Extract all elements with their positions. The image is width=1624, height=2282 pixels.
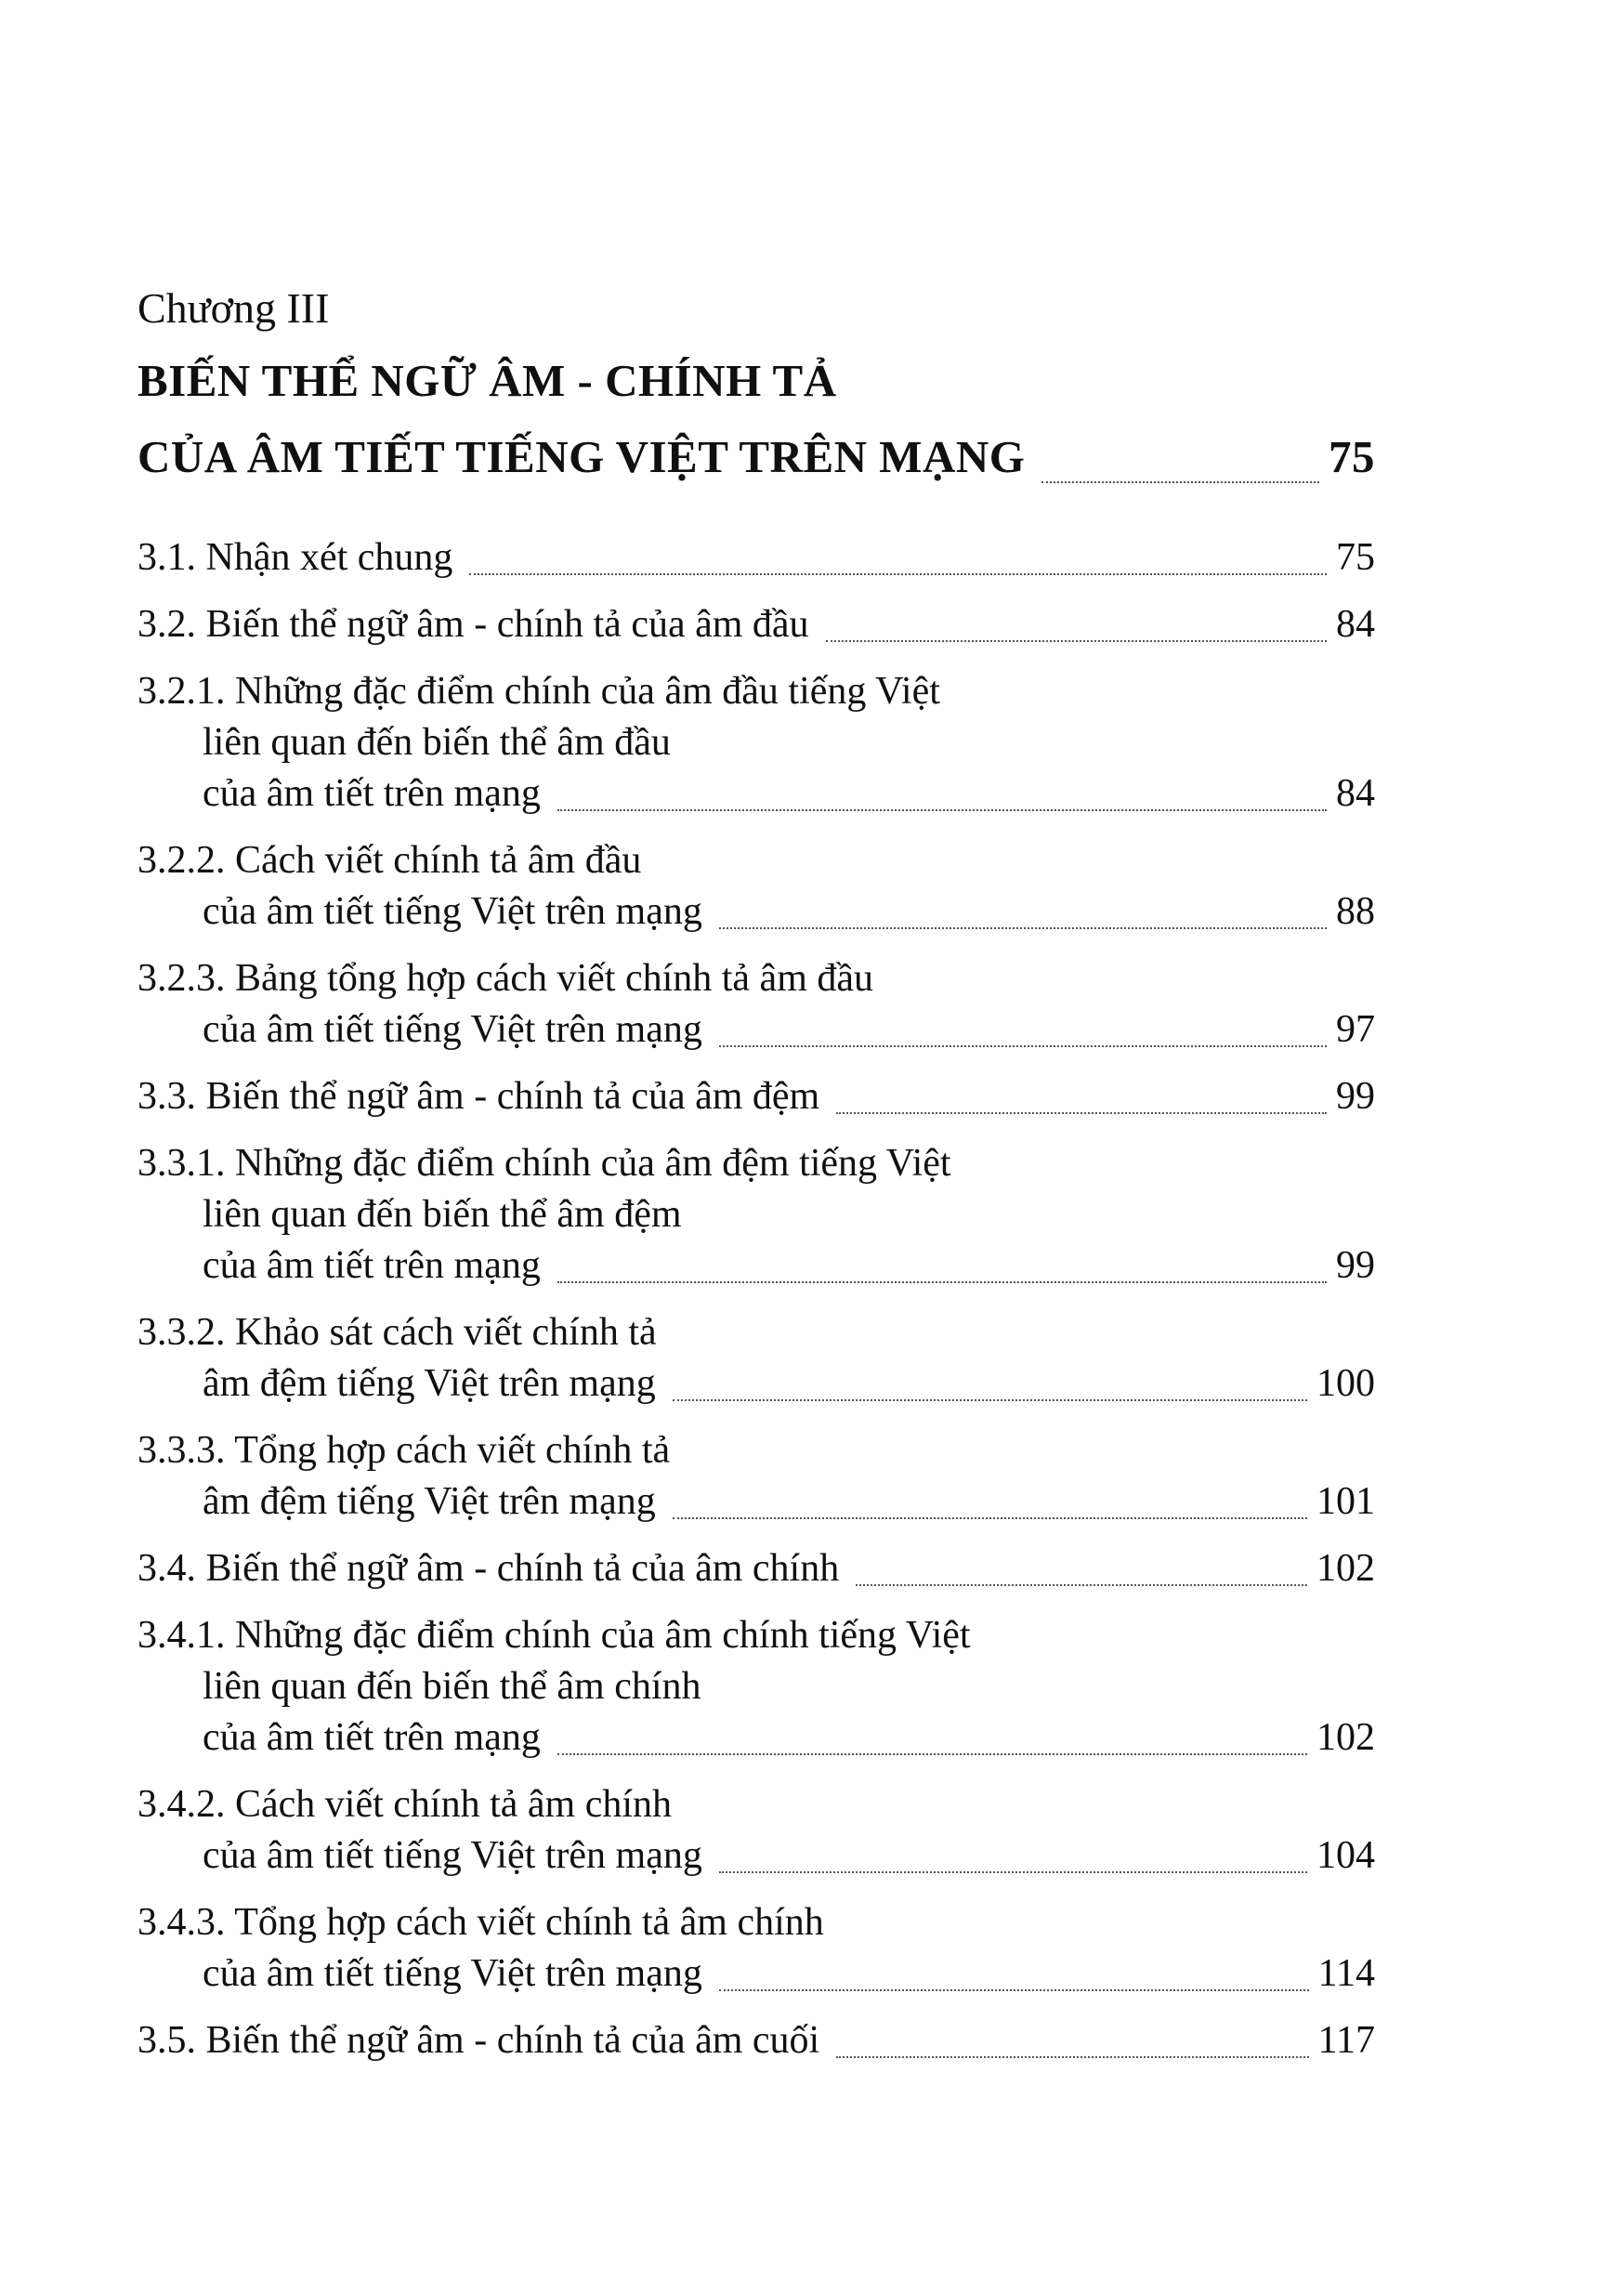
dot-leader [557, 1281, 1327, 1283]
toc-page-number: 88 [1336, 890, 1375, 933]
toc-entry-text: âm đệm tiếng Việt trên mạng [203, 1480, 656, 1523]
chapter-title-line-1: BIẾN THỂ NGỮ ÂM - CHÍNH TẢ [138, 355, 837, 406]
dot-leader [836, 1112, 1327, 1114]
toc-entry [138, 599, 1375, 650]
toc-entry [138, 1071, 1375, 1122]
toc-entry-text: liên quan đến biến thể âm đệm [203, 1193, 682, 1236]
dot-leader [557, 809, 1327, 811]
toc-page-number: 99 [1336, 1075, 1375, 1118]
toc-entry-text: 3.5. Biến thể ngữ âm - chính tả của âm cuối [138, 2019, 820, 2062]
toc-page-number: 101 [1316, 1480, 1375, 1523]
toc-list [138, 532, 1375, 2066]
toc-entry-text: 3.3. Biến thể ngữ âm - chính tả của âm đệm [138, 1075, 820, 1118]
toc-entry-text: của âm tiết tiếng Việt trên mạng [203, 1834, 702, 1877]
toc-entry [138, 666, 1375, 820]
toc-entry-text: của âm tiết tiếng Việt trên mạng [203, 1952, 702, 1995]
dot-leader [836, 2056, 1308, 2058]
dot-leader [856, 1584, 1307, 1586]
toc-entry-text: 3.2.3. Bảng tổng hợp cách viết chính tả âm đầu [138, 957, 874, 1000]
toc-entry [138, 1779, 1375, 1882]
toc-entry-text: 3.3.2. Khảo sát cách viết chính tả [138, 1311, 657, 1354]
toc-entry [138, 1610, 1375, 1764]
toc-entry [138, 1425, 1375, 1528]
toc-entry-text: 3.3.3. Tổng hợp cách viết chính tả [138, 1429, 671, 1472]
toc-content [138, 274, 1375, 2082]
toc-entry-text: của âm tiết tiếng Việt trên mạng [203, 890, 702, 933]
toc-page-number: 84 [1336, 772, 1375, 815]
toc-entry [138, 1307, 1375, 1410]
toc-page-number: 84 [1336, 603, 1375, 646]
toc-page-number: 75 [1336, 536, 1375, 579]
chapter-title-text: CỦA ÂM TIẾT TIẾNG VIỆT TRÊN MẠNG [138, 431, 1026, 482]
toc-entry-text: âm đệm tiếng Việt trên mạng [203, 1362, 656, 1405]
toc-page-number: 114 [1317, 1952, 1375, 1995]
toc-page-number: 100 [1316, 1362, 1375, 1405]
toc-entry [138, 1897, 1375, 2000]
toc-page-number: 104 [1316, 1834, 1375, 1877]
toc-entry-text: của âm tiết trên mạng [203, 1716, 541, 1759]
toc-entry-text: liên quan đến biến thể âm chính [203, 1665, 701, 1708]
toc-entry-text: 3.4.1. Những đặc điểm chính của âm chính tiếng Việt [138, 1614, 971, 1657]
toc-entry [138, 2015, 1375, 2066]
toc-page-number: 102 [1316, 1716, 1375, 1759]
chapter-page-number: 75 [1329, 431, 1375, 482]
toc-page-number: 102 [1316, 1547, 1375, 1590]
toc-entry-text: liên quan đến biến thể âm đầu [203, 721, 671, 764]
toc-entry-text: của âm tiết tiếng Việt trên mạng [203, 1008, 702, 1051]
toc-entry-text: 3.2.2. Cách viết chính tả âm đầu [138, 839, 642, 882]
dot-leader [719, 1989, 1309, 1991]
dot-leader [826, 640, 1327, 642]
toc-page-number: 97 [1336, 1008, 1375, 1051]
toc-entry-text: của âm tiết trên mạng [203, 772, 541, 815]
toc-entry-text: của âm tiết trên mạng [203, 1244, 541, 1287]
toc-entry [138, 532, 1375, 584]
toc-page-number: 117 [1317, 2019, 1375, 2062]
toc-page-number: 99 [1336, 1244, 1375, 1287]
toc-entry [138, 1138, 1375, 1292]
dot-leader [719, 1045, 1327, 1047]
dot-leader [1041, 481, 1319, 483]
dot-leader [469, 573, 1327, 575]
toc-entry [138, 835, 1375, 938]
toc-entry-text: 3.4.3. Tổng hợp cách viết chính tả âm chính [138, 1901, 824, 1944]
dot-leader [673, 1517, 1307, 1519]
toc-entry-text: 3.1. Nhận xét chung [138, 536, 453, 579]
toc-entry-text: 3.2. Biến thể ngữ âm - chính tả của âm đầu [138, 603, 809, 646]
dot-leader [719, 1871, 1307, 1873]
chapter-title-line-2 [138, 419, 1375, 495]
chapter-heading [138, 274, 1375, 495]
dot-leader [557, 1753, 1307, 1755]
toc-entry [138, 1543, 1375, 1594]
toc-entry-text: 3.4.2. Cách viết chính tả âm chính [138, 1783, 673, 1826]
toc-entry [138, 953, 1375, 1056]
chapter-label: Chương III [138, 284, 330, 332]
dot-leader [673, 1399, 1307, 1401]
toc-entry-text: 3.2.1. Những đặc điểm chính của âm đầu tiếng Việt [138, 670, 940, 713]
dot-leader [719, 927, 1327, 929]
toc-entry-text: 3.3.1. Những đặc điểm chính của âm đệm tiếng Việt [138, 1142, 951, 1185]
toc-entry-text: 3.4. Biến thể ngữ âm - chính tả của âm chính [138, 1547, 840, 1590]
